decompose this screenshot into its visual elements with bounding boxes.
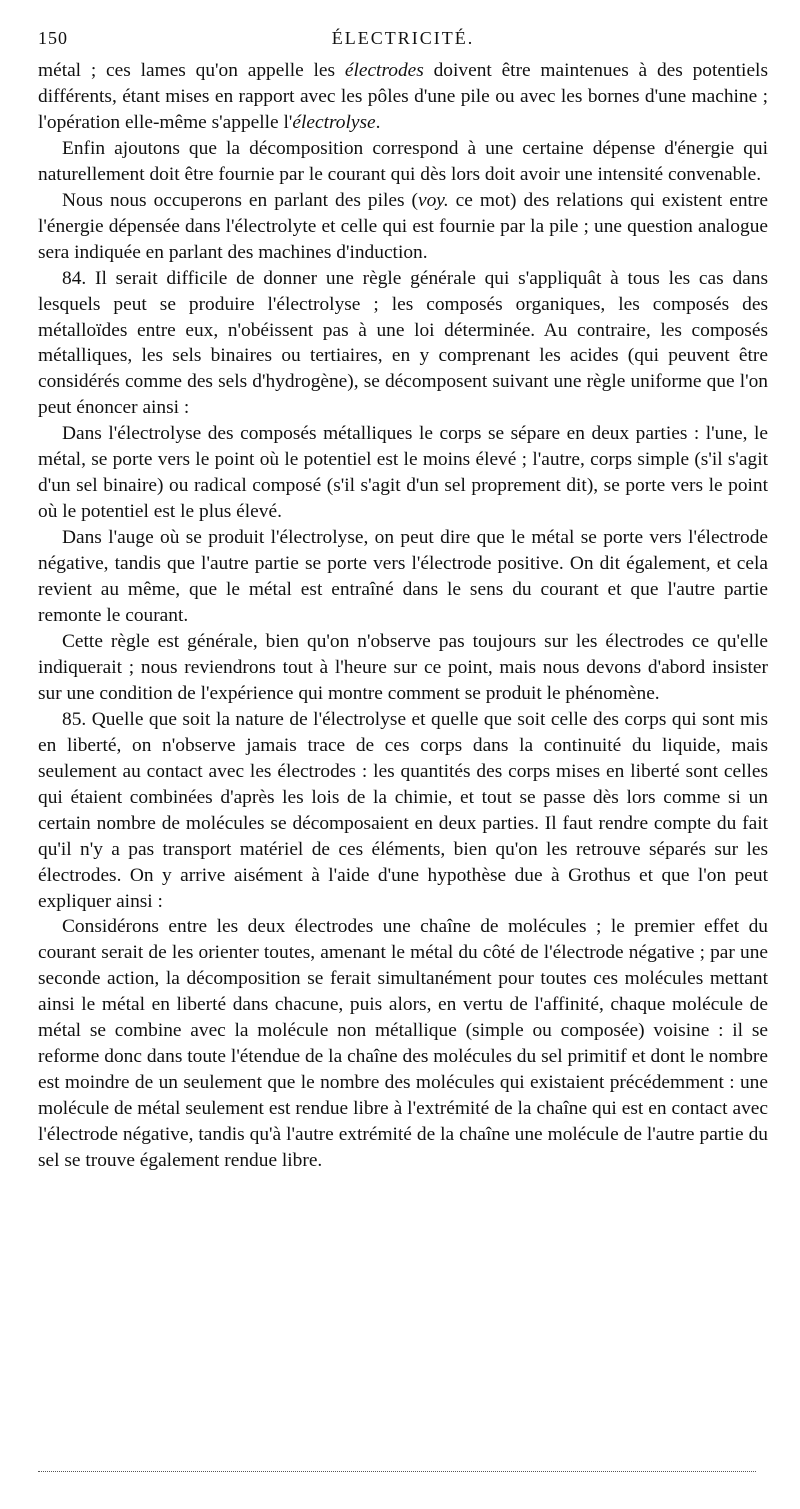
cross-reference-voy: voy. (417, 189, 449, 211)
paragraph-85: 85. Quelle que soit la nature de l'électrolyse et quelle que soit celle des corps qui sont mis en liberté, on n'observe jamais trace de ces corps dans la continuité du liquide, mais seulement au contact avec les électrodes : les quantités des corps mises en liberté sont celles qui étaient combinées d'après les lois de la chimie, et tout se passe dès lors comme si un certain nombre de molécules se décomposaient en deux parties. Il faut rendre compte du fait qu'il n'y a pas transport matériel de ces éléments, bien qu'on les retrouve séparés sur les électrodes. On y arrive aisément à l'aide d'une hypothèse due à Grothus et que l'on peut expliquer ainsi : (38, 708, 768, 912)
paragraph-3-text-a: Nous nous occuperons en parlant des piles ( (62, 189, 418, 211)
paragraph-1 (38, 58, 768, 136)
paragraph-regle-generale: Cette règle est générale, bien qu'on n'observe pas toujours sur les électrodes ce qu'elle indiquerait ; nous reviendrons tout à l'heure sur ce point, mais nous devons d'abord insister sur une condition de l'expérience qui montre comment se produit le phénomène. (38, 630, 768, 704)
paragraph-3 (38, 188, 768, 266)
paragraph-1-text-e: . (375, 111, 381, 133)
paragraph-auge: Dans l'auge où se produit l'électrolyse, on peut dire que le métal se porte vers l'électrode négative, tandis que l'autre partie se porte vers l'électrode positive. On dit également, et cela revient au même, que le métal est entraîné dans le sens du courant et que l'autre partie remonte le courant. (38, 527, 768, 627)
paragraph-grothus-hypothesis: Considérons entre les deux électrodes une chaîne de molécules ; le premier effet du courant serait de les orienter toutes, amenant le métal du côté de l'électrode négative ; par une seconde action, la décomposition se ferait simultanément pour toutes ces molécules mettant ainsi le métal en liberté dans chacune, puis alors, en vertu de l'affinité, chaque molécule de métal se combine avec la molécule non métallique (simple ou composée) voisine : il se reforme donc dans toute l'étendue de la chaîne des molécules du sel primitif et dont le nombre est moindre de un seulement que le nombre des molécules qui existaient précédemment : une molécule de métal seulement est rendue libre à l'extrémité de la chaîne qui est en contact avec l'électrode négative, tandis qu'à l'autre extrémité de la chaîne une molécule de l'autre partie du sel se trouve également rendue libre. (38, 916, 768, 1172)
page (38, 22, 768, 1174)
running-head (38, 22, 768, 58)
body-text (38, 58, 768, 1174)
paragraph-rule: Dans l'électrolyse des composés métalliques le corps se sépare en deux parties : l'une, le métal, se porte vers le point où le potentiel est le moins élevé ; l'autre, corps simple (s'il s'agit d'un sel binaire) ou radical composé (s'il s'agit d'un sel proprement dit), se porte vers le point où le potentiel est le plus élevé. (38, 423, 768, 523)
term-electrolyse: électrolyse (292, 111, 376, 133)
footer-dotted-rule (38, 1471, 756, 1472)
paragraph-1-text-a: métal ; ces lames qu'on appelle les (38, 60, 345, 81)
paragraph-1-text-c: doivent être maintenues à des potentiels différents, étant mises en rapport avec les pôles d'une pile ou avec les bornes d'une machine ; l'opération elle-même s'appelle l' (38, 60, 768, 133)
running-title: ÉLECTRICITÉ. (331, 28, 475, 48)
paragraph-2: Enfin ajoutons que la décomposition correspond à une certaine dépense d'énergie qui naturellement doit être fournie par le courant qui dès lors doit avoir une intensité convenable. (38, 137, 768, 185)
paragraph-3-text-c: ce mot) des relations qui existent entre l'énergie dépensée dans l'électrolyte et celle qui est fournie par la pile ; une question analogue sera indiquée en parlant des machines d'induction. (38, 189, 769, 263)
term-electrodes: électrodes (344, 60, 424, 81)
page-number: 150 (38, 28, 68, 48)
paragraph-84: 84. Il serait difficile de donner une règle générale qui s'appliquât à tous les cas dans lesquels peut se produire l'électrolyse ; les composés organiques, les composés des métalloïdes entre eux, n'obéissent pas à une loi déterminée. Au contraire, les composés métalliques, les sels binaires ou tertiaires, en y comprenant les acides (qui peuvent être considérés comme des sels d'hydrogène), se décomposent suivant une règle uniforme que l'on peut énoncer ainsi : (38, 267, 768, 419)
